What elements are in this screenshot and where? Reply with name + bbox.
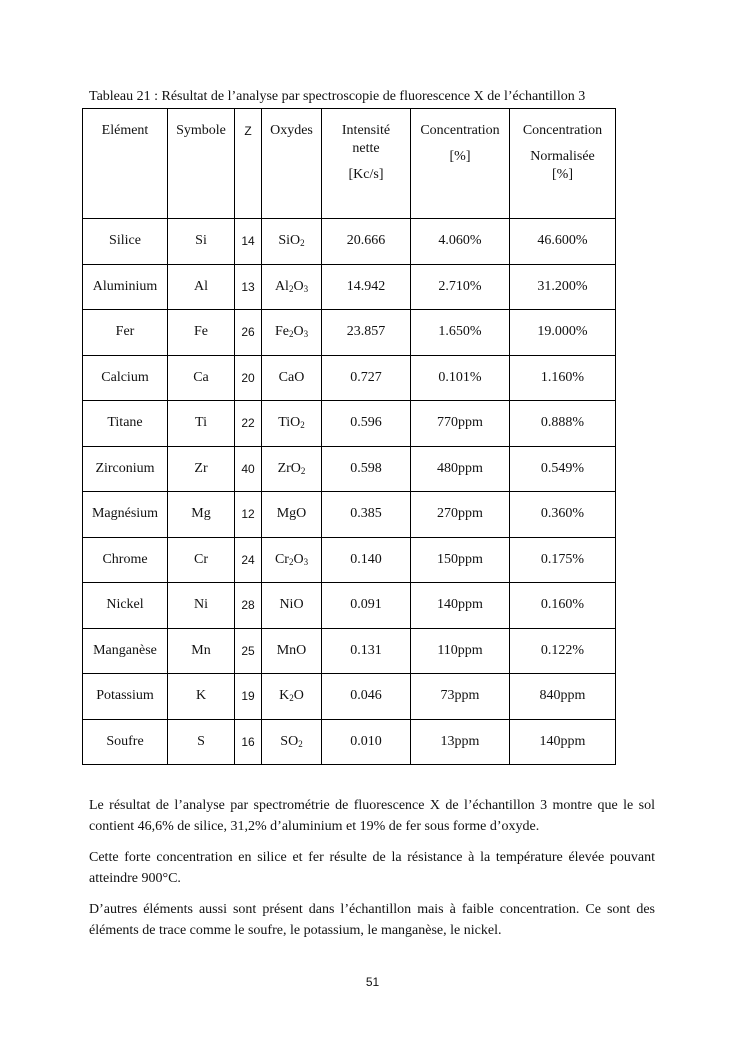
cell-z: 24 — [235, 537, 262, 583]
cell-z: 19 — [235, 674, 262, 720]
cell-intensity: 0.140 — [322, 537, 411, 583]
cell-oxide: SiO$_2$ — [262, 219, 322, 265]
table-caption: Tableau 21 : Résultat de l’analyse par spectroscopie de fluorescence X de l’échantillon 3 — [89, 89, 586, 104]
cell-normalized: 46.600% — [510, 219, 616, 265]
cell-normalized: 0.175% — [510, 537, 616, 583]
cell-intensity: 20.666 — [322, 219, 411, 265]
cell-normalized: 19.000% — [510, 310, 616, 356]
page-number: 51 — [365, 975, 380, 989]
cell-normalized: 1.160% — [510, 355, 616, 401]
cell-intensity: 0.091 — [322, 583, 411, 629]
cell-oxide: $K_2O$ — [262, 674, 322, 720]
cell-oxide: $Fe_2O_3$ — [262, 310, 322, 356]
cell-symbol: Zr — [168, 446, 235, 492]
table-row — [83, 537, 616, 583]
cell-intensity: 0.598 — [322, 446, 411, 492]
cell-concentration: 4.060% — [411, 219, 510, 265]
table-row — [83, 583, 616, 629]
cell-oxide: $SO_2$ — [262, 719, 322, 765]
cell-element: Chrome — [83, 537, 168, 583]
cell-symbol: K — [168, 674, 235, 720]
table-row — [83, 492, 616, 538]
table-row — [83, 219, 616, 265]
table-body — [83, 219, 616, 765]
cell-intensity: 0.131 — [322, 628, 411, 674]
table-row — [83, 674, 616, 720]
cell-symbol: Mn — [168, 628, 235, 674]
header-concentration: Concentration [%] — [411, 109, 510, 219]
cell-symbol: Mg — [168, 492, 235, 538]
cell-oxide: $Cr_2O_3$ — [262, 537, 322, 583]
cell-normalized: 0.360% — [510, 492, 616, 538]
cell-element: Magnésium — [83, 492, 168, 538]
cell-concentration: 13ppm — [411, 719, 510, 765]
cell-symbol: Fe — [168, 310, 235, 356]
cell-normalized: 0.549% — [510, 446, 616, 492]
table-row — [83, 628, 616, 674]
table-row — [83, 719, 616, 765]
cell-element: Potassium — [83, 674, 168, 720]
paragraph-2: Cette forte concentration en silice et fer résulte de la résistance à la température élevée pouvant atteindre 900°C. — [89, 850, 655, 886]
cell-element: Calcium — [83, 355, 168, 401]
cell-intensity: 0.727 — [322, 355, 411, 401]
cell-concentration: 110ppm — [411, 628, 510, 674]
cell-intensity: 0.010 — [322, 719, 411, 765]
cell-element: Zirconium — [83, 446, 168, 492]
paragraph-1: Le résultat de l’analyse par spectrométrie de fluorescence X de l’échantillon 3 montre que le sol contient 46,6% de silice, 31,2% d’aluminium et 19% de fer sous forme d’oxyde. — [89, 798, 655, 834]
cell-normalized: 0.888% — [510, 401, 616, 447]
cell-element: Titane — [83, 401, 168, 447]
cell-z: 25 — [235, 628, 262, 674]
cell-concentration: 0.101% — [411, 355, 510, 401]
cell-symbol: Al — [168, 264, 235, 310]
cell-concentration: 270ppm — [411, 492, 510, 538]
cell-z: 13 — [235, 264, 262, 310]
table-row — [83, 401, 616, 447]
header-oxydes: Oxydes — [262, 109, 322, 219]
cell-normalized: 0.122% — [510, 628, 616, 674]
cell-z: 14 — [235, 219, 262, 265]
cell-oxide: TiO$_2$ — [262, 401, 322, 447]
cell-oxide: NiO — [262, 583, 322, 629]
header-z: Z — [235, 109, 262, 219]
cell-oxide: CaO — [262, 355, 322, 401]
cell-element: Nickel — [83, 583, 168, 629]
cell-concentration: 150ppm — [411, 537, 510, 583]
table-row — [83, 310, 616, 356]
cell-normalized: 140ppm — [510, 719, 616, 765]
cell-element: Manganèse — [83, 628, 168, 674]
cell-element: Soufre — [83, 719, 168, 765]
header-concentration-normalisee: Concentration Normalisée [%] — [510, 109, 616, 219]
xrf-results-table — [82, 108, 616, 765]
header-symbole: Symbole — [168, 109, 235, 219]
header-intensite: Intensité nette [Kc/s] — [322, 109, 411, 219]
cell-symbol: S — [168, 719, 235, 765]
table-header-row — [83, 109, 616, 219]
cell-oxide: ZrO$_2$ — [262, 446, 322, 492]
cell-intensity: 14.942 — [322, 264, 411, 310]
cell-intensity: 23.857 — [322, 310, 411, 356]
cell-z: 28 — [235, 583, 262, 629]
cell-symbol: Ni — [168, 583, 235, 629]
cell-normalized: 31.200% — [510, 264, 616, 310]
cell-normalized: 0.160% — [510, 583, 616, 629]
cell-intensity: 0.385 — [322, 492, 411, 538]
cell-concentration: 770ppm — [411, 401, 510, 447]
cell-normalized: 840ppm — [510, 674, 616, 720]
cell-oxide: MnO — [262, 628, 322, 674]
cell-element: Fer — [83, 310, 168, 356]
table-row — [83, 446, 616, 492]
table-row — [83, 264, 616, 310]
cell-concentration: 73ppm — [411, 674, 510, 720]
cell-symbol: Cr — [168, 537, 235, 583]
cell-z: 20 — [235, 355, 262, 401]
cell-z: 22 — [235, 401, 262, 447]
cell-element: Aluminium — [83, 264, 168, 310]
table-row — [83, 355, 616, 401]
paragraph-3: D’autres éléments aussi sont présent dans l’échantillon mais à faible concentration. Ce sont des éléments de trace comme le soufre, le potassium, le manganèse, le nickel. — [89, 902, 655, 938]
cell-concentration: 140ppm — [411, 583, 510, 629]
cell-z: 26 — [235, 310, 262, 356]
cell-z: 12 — [235, 492, 262, 538]
cell-oxide: $Al_2O_3$ — [262, 264, 322, 310]
cell-symbol: Ca — [168, 355, 235, 401]
cell-symbol: Ti — [168, 401, 235, 447]
cell-z: 16 — [235, 719, 262, 765]
cell-intensity: 0.596 — [322, 401, 411, 447]
cell-element: Silice — [83, 219, 168, 265]
cell-concentration: 1.650% — [411, 310, 510, 356]
header-element: Elément — [83, 109, 168, 219]
cell-intensity: 0.046 — [322, 674, 411, 720]
cell-concentration: 480ppm — [411, 446, 510, 492]
cell-symbol: Si — [168, 219, 235, 265]
cell-oxide: MgO — [262, 492, 322, 538]
cell-concentration: 2.710% — [411, 264, 510, 310]
cell-z: 40 — [235, 446, 262, 492]
